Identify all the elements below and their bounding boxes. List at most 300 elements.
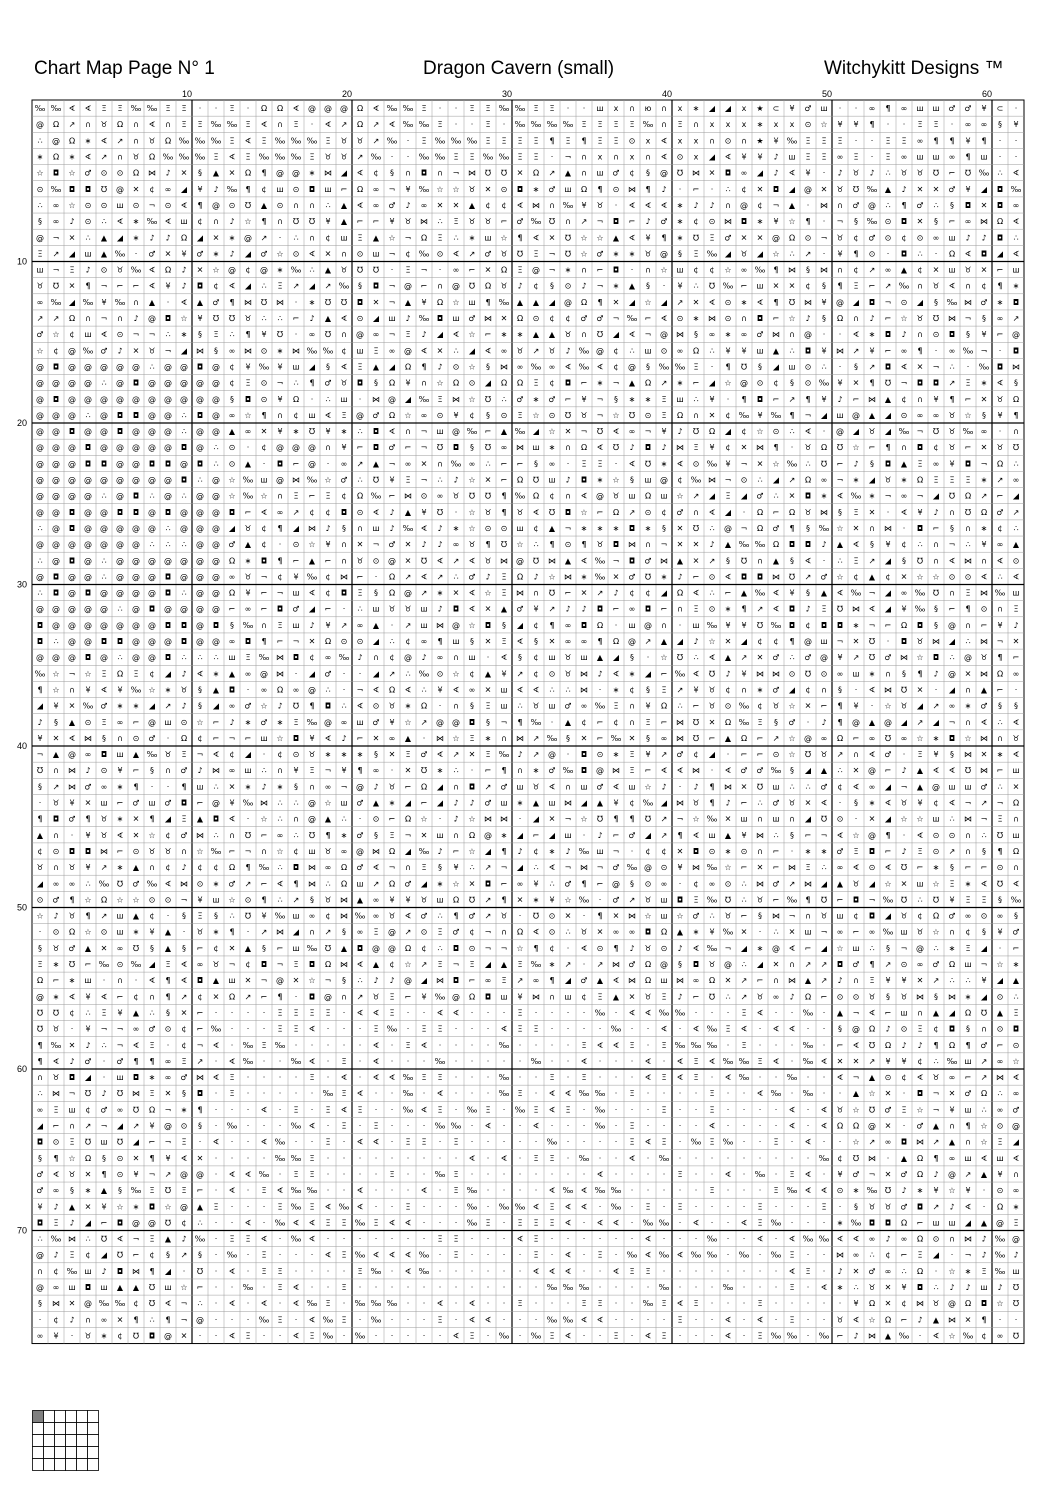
chart-cell-symbol: ·	[999, 427, 1002, 436]
chart-cell-symbol: ♂	[180, 1073, 187, 1082]
chart-cell-symbol: ⊙	[293, 185, 300, 194]
chart-cell-symbol: ¶	[581, 540, 586, 549]
chart-cell-symbol: ♉	[388, 912, 395, 921]
chart-cell-symbol: ∢	[581, 1202, 588, 1211]
chart-cell-symbol: @	[196, 572, 204, 581]
chart-cell-symbol: ·	[583, 1008, 586, 1017]
chart-cell-symbol: Ξ	[549, 1202, 554, 1211]
chart-cell-symbol: ⊙	[901, 411, 908, 420]
chart-cell-symbol: ♪	[981, 233, 986, 242]
chart-cell-symbol: ¶	[741, 605, 746, 614]
chart-cell-symbol: ¬	[949, 718, 956, 727]
chart-cell-symbol: ∗	[677, 217, 684, 226]
chart-cell-symbol: ∗	[341, 750, 348, 759]
chart-cell-symbol: ℧	[709, 669, 715, 678]
chart-cell-symbol: ♉	[52, 944, 59, 953]
chart-cell-symbol: @	[212, 492, 220, 501]
chart-cell-symbol: ·	[295, 669, 298, 678]
chart-cell-symbol: ◘	[901, 1138, 907, 1147]
chart-cell-symbol: Ξ	[901, 1105, 906, 1114]
chart-cell-symbol: ∩	[869, 524, 875, 533]
chart-cell-symbol: ·	[727, 1154, 730, 1163]
chart-cell-symbol: Ω	[453, 895, 459, 904]
chart-cell-symbol: ·	[279, 1235, 282, 1244]
chart-cell-symbol: ∩	[949, 589, 955, 598]
chart-cell-symbol: §	[630, 653, 634, 662]
chart-cell-symbol: ℧	[725, 895, 731, 904]
chart-cell-symbol: ·	[807, 1283, 810, 1292]
chart-cell-symbol: ∩	[341, 249, 347, 258]
chart-cell-symbol: ♉	[868, 1283, 875, 1292]
chart-cell-symbol: ∩	[309, 928, 315, 937]
chart-cell-symbol: ⌐	[533, 831, 540, 840]
chart-cell-symbol: @	[164, 1331, 172, 1340]
chart-cell-symbol: ¬	[725, 944, 732, 953]
chart-cell-symbol: ◢	[661, 589, 668, 598]
chart-cell-symbol: ♉	[340, 153, 347, 162]
chart-cell-symbol: ✕	[981, 443, 988, 452]
chart-cell-symbol: ✕	[741, 782, 748, 791]
chart-cell-symbol: ¥	[421, 508, 426, 517]
chart-cell-symbol: ♂	[772, 524, 779, 533]
chart-cell-symbol: ⌐	[757, 750, 764, 759]
chart-cell-symbol: ∞	[709, 330, 716, 339]
chart-cell-symbol: ¥	[261, 912, 266, 921]
chart-cell-symbol: ¶	[277, 524, 282, 533]
chart-cell-symbol: ☆	[116, 1202, 123, 1211]
chart-cell-symbol: ∢	[309, 1315, 316, 1324]
chart-cell-symbol: Ξ	[453, 217, 458, 226]
chart-cell-symbol: ℧	[869, 1105, 875, 1114]
chart-cell-symbol: Ξ	[69, 266, 74, 275]
chart-cell-symbol: ♪	[837, 169, 842, 178]
chart-cell-symbol: ·	[807, 1202, 810, 1211]
chart-cell-symbol: ∴	[469, 863, 474, 872]
chart-cell-symbol: ·	[423, 1089, 426, 1098]
chart-cell-symbol: ∢	[613, 1041, 620, 1050]
chart-cell-symbol: ℧	[997, 831, 1003, 840]
chart-cell-symbol: ¥	[405, 185, 410, 194]
chart-cell-symbol: ш	[932, 104, 939, 113]
chart-cell-symbol: ¬	[421, 443, 428, 452]
chart-cell-symbol: @	[276, 443, 284, 452]
chart-cell-symbol: ▲	[597, 799, 604, 808]
chart-cell-symbol: ∴	[917, 895, 922, 904]
chart-cell-symbol: ↗	[261, 928, 268, 937]
chart-cell-symbol: ☆	[916, 653, 923, 662]
chart-cell-symbol: ∢	[917, 1073, 924, 1082]
chart-cell-symbol: ¢	[709, 266, 714, 275]
chart-cell-symbol: ♂	[740, 766, 747, 775]
chart-cell-symbol: ⌐	[117, 847, 124, 856]
chart-cell-symbol: ∢	[709, 1122, 716, 1131]
chart-cell-symbol: ·	[167, 912, 170, 921]
chart-cell-symbol: Ξ	[421, 104, 426, 113]
chart-cell-symbol: ¬	[501, 718, 508, 727]
chart-cell-symbol: ·	[567, 1138, 570, 1147]
chart-cell-symbol: ‰	[819, 1235, 830, 1244]
chart-cell-symbol: ‰	[979, 362, 990, 371]
chart-cell-symbol: ◘	[581, 766, 587, 775]
chart-cell-symbol: ·	[455, 1057, 458, 1066]
chart-cell-symbol: ♂	[884, 653, 891, 662]
chart-cell-symbol: ☆	[916, 1105, 923, 1114]
chart-cell-symbol: ¥	[677, 863, 682, 872]
chart-cell-symbol: ◘	[149, 459, 155, 468]
chart-cell-symbol: Ξ	[773, 1186, 778, 1195]
chart-cell-symbol: ⋈	[676, 734, 684, 743]
chart-cell-symbol: ▲	[405, 734, 412, 743]
chart-cell-symbol: ♪	[53, 1202, 58, 1211]
chart-cell-symbol: ◢	[949, 685, 956, 694]
chart-cell-symbol: ·	[199, 1138, 202, 1147]
chart-cell-symbol: ¢	[629, 589, 634, 598]
chart-cell-symbol: ↗	[741, 976, 748, 985]
chart-cell-symbol: ·	[903, 1089, 906, 1098]
chart-cell-symbol: ⌐	[1013, 653, 1020, 662]
chart-cell-symbol: ‰	[707, 944, 718, 953]
chart-cell-symbol: ·	[215, 1283, 218, 1292]
chart-cell-symbol: ·	[775, 1170, 778, 1179]
chart-cell-symbol: ‰	[563, 1315, 574, 1324]
chart-cell-symbol: ¥	[85, 1025, 90, 1034]
chart-cell-symbol: ✕	[85, 1202, 92, 1211]
chart-cell-symbol: ‰	[291, 136, 302, 145]
chart-cell-symbol: ∗	[533, 766, 540, 775]
chart-cell-symbol: ·	[503, 1251, 506, 1260]
chart-cell-symbol: ·	[679, 185, 682, 194]
chart-cell-symbol: ∴	[357, 427, 362, 436]
chart-cell-symbol: ♉	[532, 782, 539, 791]
chart-cell-symbol: ¶	[581, 136, 586, 145]
chart-cell-symbol: ♪	[805, 314, 810, 323]
chart-cell-symbol: ‰	[739, 1073, 750, 1082]
chart-cell-symbol: ↗	[677, 298, 684, 307]
chart-cell-symbol: ◘	[613, 217, 619, 226]
chart-cell-symbol: ↗	[261, 233, 268, 242]
chart-cell-symbol: ⊙	[917, 233, 924, 242]
chart-cell-symbol: Ξ	[533, 104, 538, 113]
chart-cell-symbol: ·	[679, 1105, 682, 1114]
chart-cell-symbol: ∴	[853, 1283, 858, 1292]
chart-cell-symbol: ✕	[453, 201, 460, 210]
chart-cell-symbol: ‰	[83, 298, 94, 307]
chart-cell-symbol: Ω	[421, 233, 427, 242]
chart-cell-symbol: ·	[39, 1315, 42, 1324]
chart-cell-symbol: ▲	[917, 766, 924, 775]
chart-cell-symbol: @	[372, 944, 380, 953]
chart-cell-symbol: ¬	[165, 1105, 172, 1114]
chart-cell-symbol: ∗	[757, 685, 764, 694]
chart-cell-symbol: ⊙	[789, 669, 796, 678]
chart-cell-symbol: ⊙	[837, 1186, 844, 1195]
chart-cell-symbol: ▲	[597, 976, 604, 985]
chart-cell-symbol: Ω	[517, 928, 523, 937]
chart-cell-symbol: Ω	[837, 1122, 843, 1131]
chart-cell-symbol: ◘	[69, 556, 75, 565]
chart-cell-symbol: ▲	[869, 1073, 876, 1082]
chart-cell-symbol: @	[148, 395, 156, 404]
chart-cell-symbol: ◢	[981, 992, 988, 1001]
chart-cell-symbol: ◘	[293, 863, 299, 872]
chart-cell-symbol: ℧	[789, 298, 795, 307]
chart-cell-symbol: ∢	[437, 1299, 444, 1308]
chart-cell-symbol: ·	[551, 1299, 554, 1308]
chart-cell-symbol: ∩	[341, 540, 347, 549]
chart-cell-symbol: ¢	[181, 1025, 186, 1034]
chart-cell-symbol: ◢	[437, 799, 444, 808]
chart-cell-symbol: ♉	[484, 556, 491, 565]
chart-cell-symbol: ⌐	[805, 944, 812, 953]
chart-cell-symbol: ⋈	[308, 879, 316, 888]
chart-cell-symbol: ♉	[884, 476, 891, 485]
chart-cell-symbol: ◢	[165, 669, 172, 678]
chart-cell-symbol: ∴	[117, 653, 122, 662]
chart-cell-symbol: ✕	[821, 185, 828, 194]
chart-cell-symbol: Ω	[645, 492, 651, 501]
chart-cell-symbol: ∴	[181, 427, 186, 436]
chart-cell-symbol: ∗	[725, 847, 732, 856]
chart-cell-symbol: ·	[375, 1105, 378, 1114]
chart-cell-symbol: Ξ	[341, 1089, 346, 1098]
chart-cell-symbol: ∗	[965, 992, 972, 1001]
chart-cell-symbol: ◘	[69, 185, 75, 194]
chart-cell-symbol: ∞	[229, 702, 236, 711]
chart-cell-symbol: ∗	[933, 863, 940, 872]
chart-cell-symbol: §	[230, 395, 234, 404]
chart-cell-symbol: ·	[407, 1235, 410, 1244]
chart-cell-symbol: ¬	[229, 734, 236, 743]
chart-cell-symbol: @	[388, 556, 396, 565]
chart-cell-symbol: ∴	[293, 831, 298, 840]
chart-cell-symbol: ‰	[707, 1235, 718, 1244]
chart-cell-symbol: @	[212, 395, 220, 404]
chart-cell-symbol: §	[102, 1154, 106, 1163]
chart-cell-symbol: ▲	[309, 556, 316, 565]
chart-cell-symbol: ↗	[197, 1057, 204, 1066]
chart-cell-symbol: ∗	[101, 1331, 108, 1340]
column-number-label: 30	[502, 89, 512, 99]
chart-cell-symbol: ◘	[133, 508, 139, 517]
chart-cell-symbol: ↗	[469, 249, 476, 258]
chart-cell-symbol: ·	[295, 1041, 298, 1050]
chart-cell-symbol: ·	[791, 1089, 794, 1098]
mini-map-page-cell	[44, 1435, 55, 1447]
chart-cell-symbol: ♉	[708, 702, 715, 711]
chart-cell-symbol: ⌐	[197, 1186, 204, 1195]
chart-cell-symbol: ⋈	[276, 298, 284, 307]
chart-cell-symbol: ¥	[901, 976, 906, 985]
chart-cell-symbol: ♪	[693, 637, 698, 646]
chart-cell-symbol: Ξ	[229, 1235, 234, 1244]
chart-cell-symbol: ℧	[133, 1331, 139, 1340]
chart-cell-symbol: ∢	[981, 1154, 988, 1163]
chart-cell-symbol: ♪	[69, 217, 74, 226]
chart-cell-symbol: ∞	[421, 411, 428, 420]
chart-cell-symbol: ⌐	[997, 492, 1004, 501]
chart-cell-symbol: ↗	[165, 702, 172, 711]
chart-cell-symbol: ✕	[773, 960, 780, 969]
chart-cell-symbol: ⊙	[805, 362, 812, 371]
chart-cell-symbol: §	[790, 831, 794, 840]
chart-cell-symbol: Ξ	[357, 1105, 362, 1114]
chart-cell-symbol: Ξ	[37, 960, 42, 969]
chart-cell-symbol: ∴	[949, 815, 954, 824]
chart-cell-symbol: ℧	[917, 556, 923, 565]
chart-cell-symbol: ¥	[997, 928, 1002, 937]
chart-cell-symbol: ш	[116, 928, 123, 937]
chart-cell-symbol: ♂	[52, 895, 59, 904]
chart-cell-symbol: ∢	[261, 1299, 268, 1308]
chart-cell-symbol: §	[758, 912, 762, 921]
chart-cell-symbol: ∢	[725, 766, 732, 775]
chart-cell-symbol: Ξ	[245, 1331, 250, 1340]
chart-cell-symbol: ◘	[69, 1073, 75, 1082]
chart-cell-symbol: Ξ	[597, 992, 602, 1001]
chart-cell-symbol: ◘	[997, 185, 1003, 194]
chart-cell-symbol: ✕	[517, 895, 524, 904]
chart-cell-symbol: @	[516, 556, 524, 565]
chart-cell-symbol: ♪	[37, 718, 42, 727]
chart-cell-symbol: ¥	[453, 863, 458, 872]
chart-cell-symbol: Ω	[53, 120, 59, 129]
chart-cell-symbol: ∗	[693, 928, 700, 937]
chart-cell-symbol: ·	[695, 1105, 698, 1114]
chart-cell-symbol: ◘	[37, 1218, 43, 1227]
chart-cell-symbol: ‰	[659, 1218, 670, 1227]
chart-cell-symbol: ♪	[677, 572, 682, 581]
chart-cell-symbol: ∗	[549, 960, 556, 969]
chart-cell-symbol: ◢	[757, 960, 764, 969]
chart-cell-symbol: ¢	[261, 443, 266, 452]
chart-cell-symbol: ·	[823, 1025, 826, 1034]
chart-cell-symbol: §	[470, 637, 474, 646]
chart-cell-symbol: ∗	[869, 492, 876, 501]
chart-cell-symbol: Ω	[389, 572, 395, 581]
chart-cell-symbol: ·	[727, 1267, 730, 1276]
chart-cell-symbol: ◘	[789, 621, 795, 630]
chart-cell-symbol: ∗	[133, 217, 140, 226]
chart-cell-symbol: ·	[887, 1154, 890, 1163]
chart-cell-symbol: ∢	[789, 1105, 796, 1114]
chart-cell-symbol: ·	[39, 799, 42, 808]
chart-cell-symbol: Ξ	[997, 1138, 1002, 1147]
chart-cell-symbol: ◘	[69, 524, 75, 533]
chart-cell-symbol: ш	[260, 734, 267, 743]
chart-cell-symbol: ∩	[229, 831, 235, 840]
chart-cell-symbol: ⋈	[996, 1073, 1004, 1082]
chart-cell-symbol: ♉	[836, 185, 843, 194]
chart-cell-symbol: ⋈	[564, 572, 572, 581]
chart-cell-symbol: ·	[679, 1267, 682, 1276]
chart-cell-symbol: ·	[151, 782, 154, 791]
chart-cell-symbol: Ξ	[101, 718, 106, 727]
chart-cell-symbol: ш	[756, 282, 763, 291]
chart-cell-symbol: ш	[36, 266, 43, 275]
chart-cell-symbol: Ξ	[421, 863, 426, 872]
chart-cell-symbol: @	[148, 524, 156, 533]
chart-cell-symbol: ♉	[148, 136, 155, 145]
chart-cell-symbol: ◢	[549, 298, 556, 307]
chart-cell-symbol: ♪	[229, 249, 234, 258]
chart-cell-symbol: ⌐	[917, 863, 924, 872]
chart-cell-symbol: ℧	[1013, 1331, 1019, 1340]
chart-cell-symbol: @	[276, 169, 284, 178]
chart-cell-symbol: ∞	[389, 346, 396, 355]
chart-cell-symbol: ·	[743, 1267, 746, 1276]
chart-cell-symbol: @	[772, 944, 780, 953]
chart-cell-symbol: §	[934, 217, 938, 226]
chart-cell-symbol: ¶	[325, 831, 330, 840]
chart-cell-symbol: ◘	[469, 718, 475, 727]
chart-cell-symbol: ·	[519, 1331, 522, 1340]
chart-cell-symbol: ◘	[197, 976, 203, 985]
chart-cell-symbol: ·	[631, 1202, 634, 1211]
chart-cell-symbol: ✕	[965, 1315, 972, 1324]
chart-cell-symbol: ∞	[949, 1073, 956, 1082]
chart-cell-symbol: ◘	[869, 1218, 875, 1227]
chart-cell-symbol: ♪	[917, 1041, 922, 1050]
chart-cell-symbol: ♉	[36, 282, 43, 291]
chart-cell-symbol: ∩	[341, 556, 347, 565]
chart-cell-symbol: ¢	[917, 912, 922, 921]
chart-cell-symbol: ·	[247, 1122, 250, 1131]
chart-cell-symbol: ⌐	[773, 847, 780, 856]
chart-cell-symbol: ⊙	[341, 637, 348, 646]
chart-cell-symbol: ♉	[804, 443, 811, 452]
chart-cell-symbol: ∞	[1013, 201, 1020, 210]
chart-cell-symbol: ℧	[757, 621, 763, 630]
chart-cell-symbol: Ξ	[597, 136, 602, 145]
chart-cell-symbol: ¬	[565, 863, 572, 872]
chart-cell-symbol: ш	[932, 1218, 939, 1227]
chart-cell-symbol: @	[660, 476, 668, 485]
chart-cell-symbol: Ω	[693, 346, 699, 355]
chart-cell-symbol: ∩	[853, 976, 859, 985]
chart-cell-symbol: ⋈	[516, 443, 524, 452]
chart-cell-symbol: Ω	[229, 863, 235, 872]
chart-cell-symbol: Ξ	[581, 1073, 586, 1082]
chart-cell-symbol: ¥	[69, 799, 74, 808]
chart-cell-symbol: ‰	[707, 815, 718, 824]
chart-cell-symbol: ‰	[499, 1202, 510, 1211]
chart-cell-symbol: ♪	[149, 233, 154, 242]
chart-cell-symbol: ¬	[229, 960, 236, 969]
chart-cell-symbol: ☆	[948, 1267, 955, 1276]
chart-cell-symbol: Ξ	[437, 120, 442, 129]
chart-cell-symbol: ·	[391, 1283, 394, 1292]
chart-cell-symbol: ☆	[68, 169, 75, 178]
chart-cell-symbol: Ξ	[917, 847, 922, 856]
mini-map-page-cell	[66, 1423, 77, 1435]
chart-cell-symbol: ◢	[517, 831, 524, 840]
chart-cell-symbol: ♪	[309, 314, 314, 323]
chart-cell-symbol: §	[358, 282, 362, 291]
chart-cell-symbol: ¢	[181, 1041, 186, 1050]
chart-cell-symbol: @	[68, 476, 76, 485]
chart-cell-symbol: ·	[407, 1154, 410, 1163]
chart-cell-symbol: ♉	[516, 508, 523, 517]
chart-cell-symbol: ∴	[293, 799, 298, 808]
chart-cell-symbol: ‰	[115, 1299, 126, 1308]
chart-cell-symbol: ·	[535, 1073, 538, 1082]
chart-cell-symbol: ∗	[277, 782, 284, 791]
chart-cell-symbol: Ξ	[661, 685, 666, 694]
chart-cell-symbol: ·	[487, 1041, 490, 1050]
chart-cell-symbol: ·	[455, 508, 458, 517]
chart-cell-symbol: ·	[391, 153, 394, 162]
chart-cell-symbol: ∩	[853, 314, 859, 323]
